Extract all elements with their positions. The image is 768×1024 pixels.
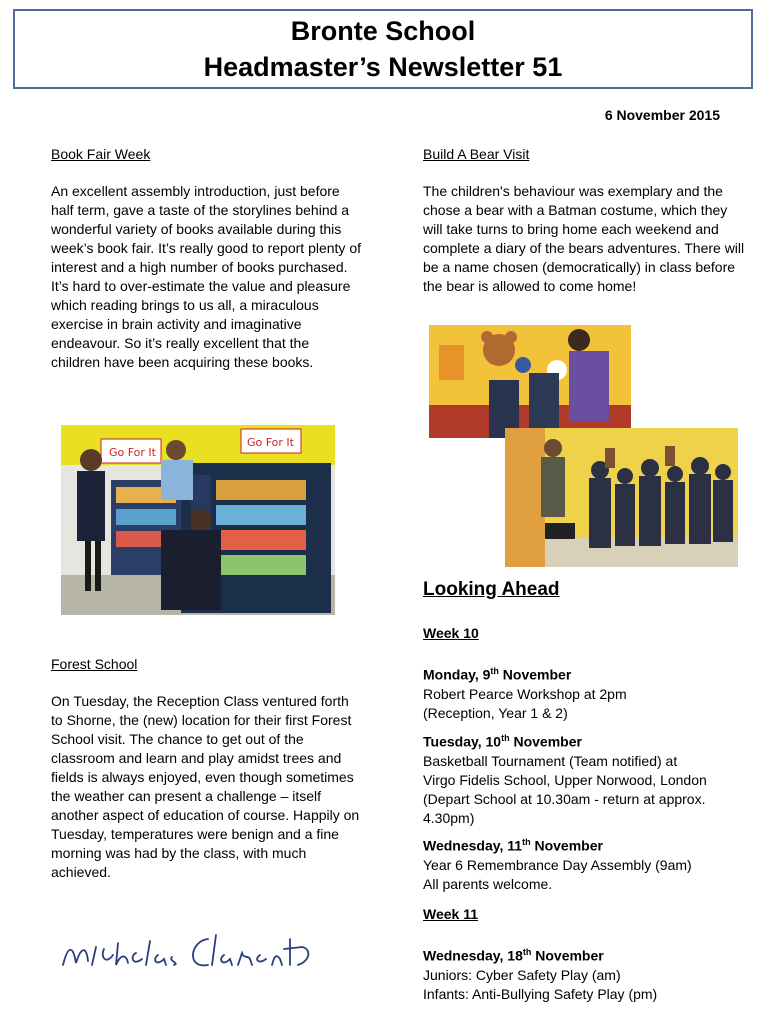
forest-school-section (51, 655, 361, 882)
forest-school-title: Forest School (51, 656, 138, 672)
signature (58, 925, 328, 985)
book-fair-photo (61, 425, 335, 615)
event-wednesday-11: Wednesday, 11th November Year 6 Remembrance Day Assembly (9am) All parents welcome. (423, 837, 692, 892)
forest-school-body: On Tuesday, the Reception Class ventured forth to Shorne, the (new) location for their first Forest School visit. The chance to get out of the classroom and learn and play amidst trees and fields is always enjoyed, even though sometimes the weather can present a challenge – itself another aspect of education of course. Happily on Tuesday, temperatures were benign and a fine morning was had by the class, with much achieved. (51, 693, 360, 880)
build-a-bear-body: The children's behaviour was exemplary and the chose a bear with a Batman costume, which they will take turns to bring home each weekend and complete a diary of the bears adventures. There will be a name chosen (democratically) in class before the bear is allowed to come home! (423, 183, 745, 294)
left-column (51, 145, 361, 372)
photo-banner-2: Go For It (247, 436, 294, 449)
week-10-title: Week 10 (423, 625, 479, 641)
newsletter-title: Headmaster’s Newsletter 51 (203, 52, 563, 82)
event-wednesday-18: Wednesday, 18th November Juniors: Cyber Safety Play (am) Infants: Anti-Bullying Safety Play (pm) (423, 947, 658, 1002)
book-fair-title: Book Fair Week (51, 146, 151, 162)
build-a-bear-photo-2 (505, 428, 738, 567)
looking-ahead-title: Looking Ahead (423, 579, 560, 600)
week-11-title: Week 11 (423, 906, 479, 922)
school-name: Bronte School (290, 16, 476, 46)
newsletter-header (13, 9, 753, 89)
build-a-bear-title: Build A Bear Visit (423, 146, 530, 162)
build-a-bear-photo-1 (429, 325, 631, 438)
event-tuesday-10: Tuesday, 10th November Basketball Tournament (Team notified) at Virgo Fidelis School, Upper Norwood, London (Depart School at 10.30am - return at approx. 4.30pm) (423, 733, 707, 826)
newsletter-date: 6 November 2015 (604, 107, 720, 123)
book-fair-body: An excellent assembly introduction, just before half term, gave a taste of the storylines behind a wonderful variety of books available during this week’s book fair. It’s really good to report plenty of interest and a high number of books purchased. It’s hard to over-estimate the value and pleasure which reading brings to us all, a miraculous exercise in brain activity and imaginative endeavour. So it’s really excellent that the children have been acquiring these books. (51, 183, 361, 370)
photo-banner-1: Go For It (109, 446, 156, 459)
event-monday-9: Monday, 9th November Robert Pearce Workshop at 2pm (Reception, Year 1 & 2) (423, 666, 627, 721)
right-column (423, 145, 748, 296)
